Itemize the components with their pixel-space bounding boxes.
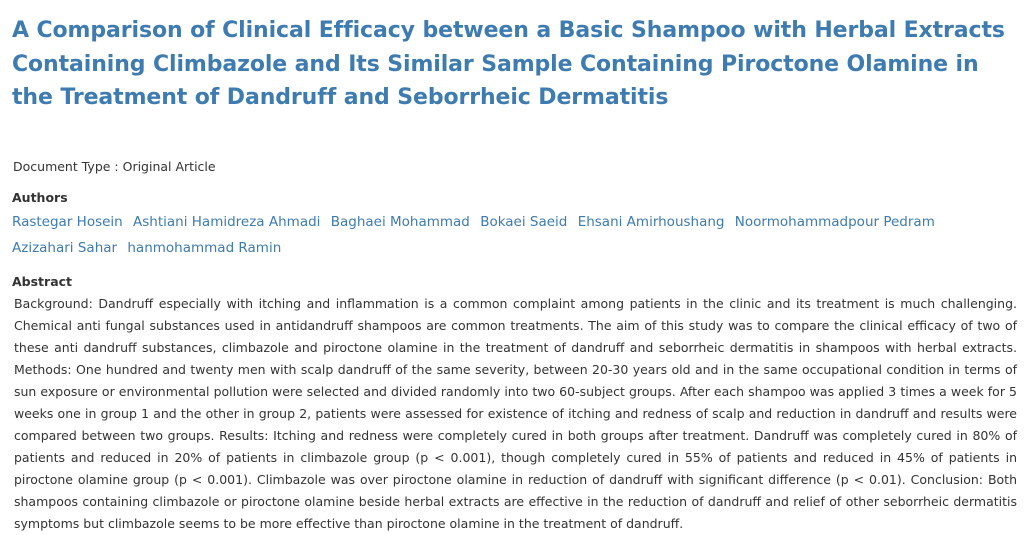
author-link[interactable]: Azizahari Sahar [12,239,118,256]
article-page [12,0,1017,535]
article-title: A Comparison of Clinical Efficacy between a Basic Shampoo with Herbal Extracts Containing Climbazole and Its Similar Sample Containing Piroctone Olamine in the Treatment of Dandruff and Seborrheic Dermatitis [12,18,1005,110]
abstract-heading: Abstract [12,273,73,289]
abstract-text: Background: Dandruff especially with itching and inflammation is a common complaint among patients in the clinic and its treatment is much challenging. Chemical anti fungal substances used in antidandruff shampoos are common treatments. The aim of this study was to compare the clinical efficacy of two of these anti dandruff substances, climbazole and piroctone olamine in the treatment of dandruff and seborrheic dermatitis in shampoos with herbal extracts. Methods: One hundred and twenty men with scalp dandruff of the same severity, between 20-30 years old and in the same occupational condition in terms of sun exposure or environmental pollution were selected and divided randomly into two 60-subject groups. After each shampoo was applied 3 times a week for 5 weeks one in group 1 and the other in group 2, patients were assessed for existence of itching and redness of scalp and reduction in dandruff and results were compared between two groups. Results: Itching and redness were completely cured in both groups after treatment. Dandruff was completely cured in 80% of patients and reduced in 20% of patients in climbazole group (p < 0.001), though completely cured in 55% of patients and reduced in 45% of patients in piroctone olamine group (p < 0.001). Climbazole was over piroctone olamine in reduction of dandruff with significant difference (p < 0.01). Conclusion: Both shampoos containing climbazole or piroctone olamine beside herbal extracts are effective in the reduction of dandruff and relief of other seborrheic dermatitis symptoms but climbazole seems to be more effective than piroctone olamine in the treatment of dandruff. [14,295,1017,531]
authors-heading: Authors [12,189,68,205]
authors-list [12,209,952,261]
document-type: Document Type : Original Article [13,158,216,174]
author-link[interactable]: Noormohammadpour Pedram [734,213,935,230]
author-link[interactable]: Ehsani Amirhoushang [577,213,725,230]
author-link[interactable]: hanmohammad Ramin [127,239,282,256]
author-link[interactable]: Bokaei Saeid [480,213,568,230]
author-link[interactable]: Rastegar Hosein [12,213,123,230]
author-link[interactable]: Ashtiani Hamidreza Ahmadi [133,213,321,230]
author-link[interactable]: Baghaei Mohammad [330,213,470,230]
